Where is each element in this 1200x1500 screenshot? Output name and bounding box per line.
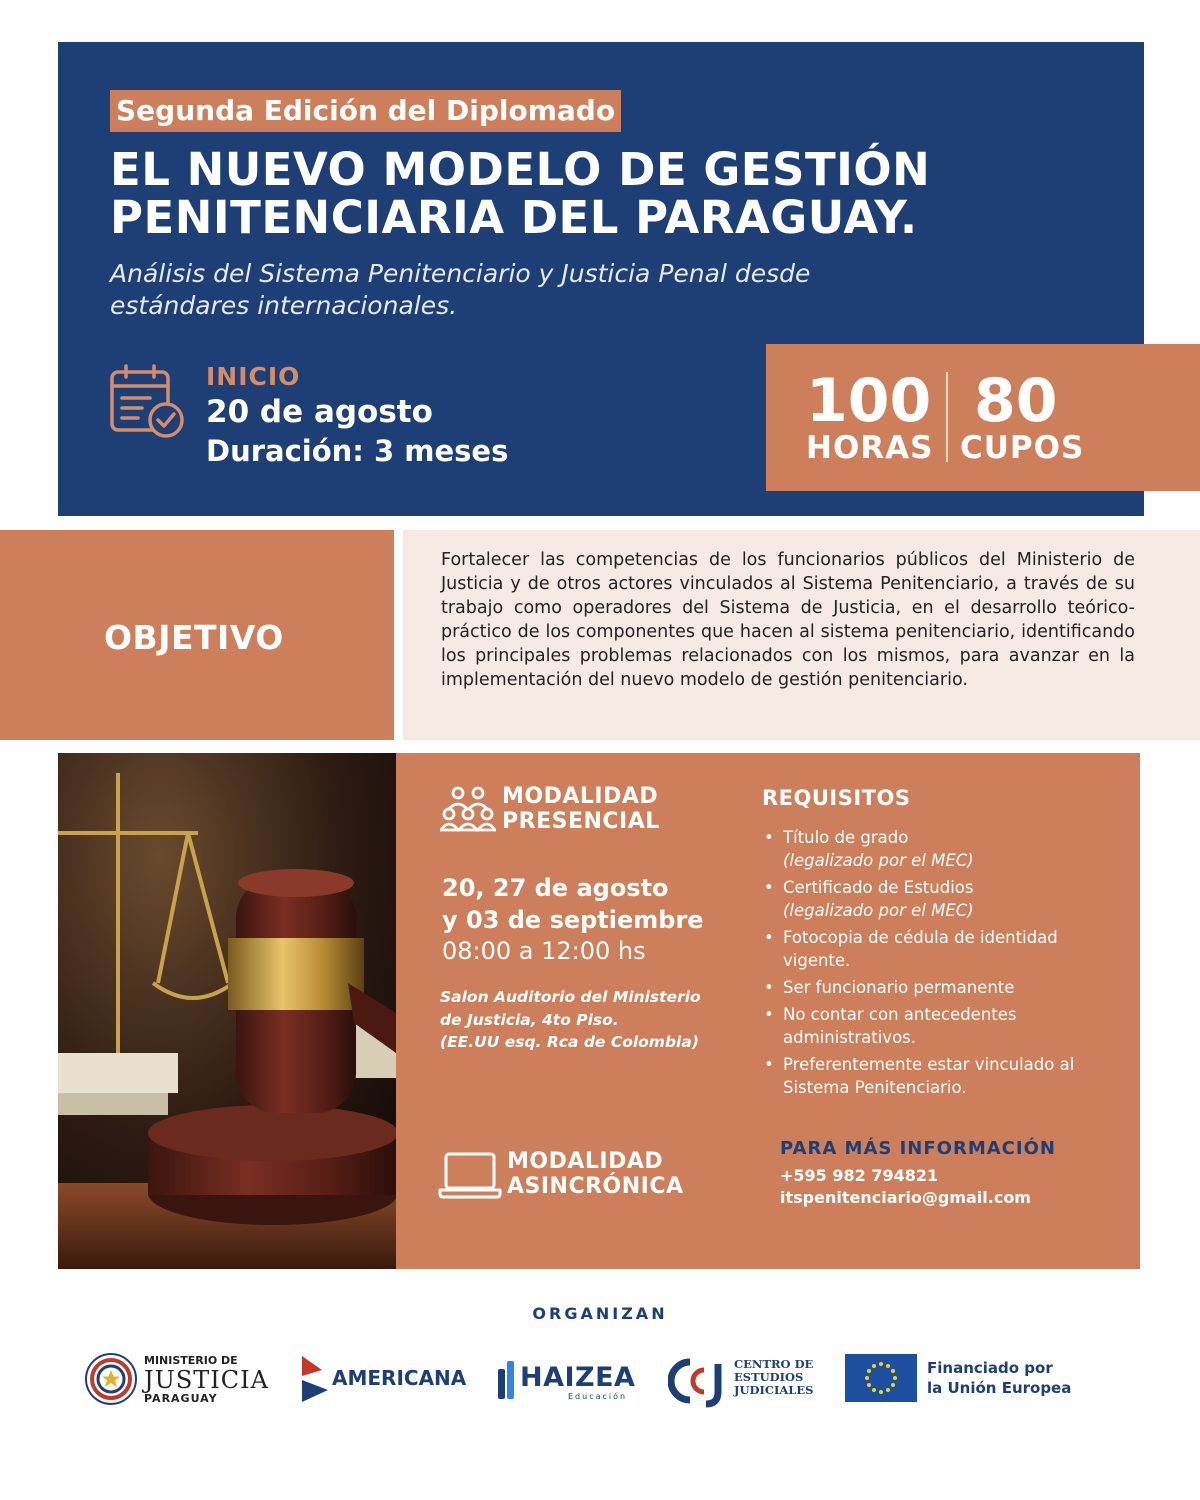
contact-email[interactable]: itspenitenciario@gmail.com: [780, 1188, 1031, 1207]
bullet-icon: •: [764, 1055, 774, 1074]
eu-flag-icon: [845, 1354, 917, 1402]
title-line-1: EL NUEVO MODELO DE GESTIÓN: [110, 143, 931, 196]
requirements-list: [762, 826, 1122, 1103]
bullet-icon: •: [764, 878, 774, 897]
logo-haizea-text: HAIZEA: [520, 1362, 636, 1393]
bullet-icon: •: [764, 828, 774, 847]
contact-title: PARA MÁS INFORMACIÓN: [780, 1138, 1056, 1159]
session-dates-line-2: y 03 de septiembre: [442, 906, 704, 934]
people-group-icon: [440, 786, 496, 832]
modality-presencial-line-2: PRESENCIAL: [502, 809, 660, 834]
logo-haizea-subtext: Educación: [568, 1392, 628, 1401]
requirement-item: [762, 1053, 1122, 1099]
requirement-item: [762, 1003, 1122, 1049]
logo-cej: [668, 1354, 818, 1408]
subtitle-line-2: estándares internacionales.: [110, 291, 458, 320]
requirement-text: Certificado de Estudios: [783, 878, 974, 897]
objective-heading: OBJETIVO: [104, 618, 284, 657]
americana-mark-icon: [300, 1354, 330, 1404]
requirement-item: [762, 826, 1122, 872]
session-hours: 08:00 a 12:00 hs: [442, 937, 646, 965]
requirement-text: No contar con antecedentes administrativos.: [783, 1005, 1017, 1047]
venue-line-1: Salon Auditorio del Ministerio: [440, 988, 701, 1006]
logo-ministerio-justicia: [84, 1352, 284, 1408]
bullet-icon: •: [764, 928, 774, 947]
stats-divider: [946, 372, 948, 462]
hours-value: 100: [806, 366, 932, 436]
spots-value: 80: [974, 366, 1058, 436]
requirement-text: Preferentemente estar vinculado al Sistema Penitenciario.: [783, 1055, 1075, 1097]
requirement-text: Ser funcionario permanente: [783, 978, 1015, 997]
laptop-icon: [438, 1150, 502, 1200]
logo-mj-line-1: MINISTERIO DE: [144, 1354, 238, 1367]
logo-cej-line-3: JUDICIALES: [734, 1383, 814, 1397]
requirement-item: [762, 926, 1122, 972]
logo-americana: [300, 1354, 470, 1404]
bullet-icon: •: [764, 978, 774, 997]
logo-americana-text: AMERICANA: [332, 1366, 467, 1390]
requirement-text: Fotocopia de cédula de identidad vigente.: [783, 928, 1058, 970]
requirement-note: (legalizado por el MEC): [783, 901, 974, 920]
bullet-icon: •: [764, 1005, 774, 1024]
logo-union-europea: [845, 1354, 1075, 1404]
logo-cej-line-1: CENTRO DE: [734, 1357, 814, 1371]
logo-mj-line-2: JUSTICIA: [144, 1366, 269, 1394]
hours-label: HORAS: [806, 430, 934, 466]
modality-presencial-line-1: MODALIDAD: [502, 784, 659, 809]
requirement-item: [762, 876, 1122, 922]
haizea-mark-icon: [498, 1361, 516, 1399]
modality-presencial-title: [502, 784, 660, 834]
modality-asincronica-line-1: MODALIDAD: [507, 1149, 664, 1174]
requirement-text: Título de grado: [783, 828, 909, 847]
start-label: INICIO: [206, 362, 301, 391]
edition-badge: Segunda Edición del Diplomado: [110, 90, 621, 132]
subtitle: [110, 258, 930, 322]
cej-mark-icon: [668, 1354, 728, 1408]
logo-eu-line-2: la Unión Europea: [927, 1379, 1072, 1397]
logo-haizea: [498, 1358, 638, 1404]
spots-label: CUPOS: [960, 430, 1085, 466]
session-dates-line-1: 20, 27 de agosto: [442, 874, 669, 902]
venue-address: [440, 986, 740, 1054]
subtitle-line-1: Análisis del Sistema Penitenciario y Justicia Penal desde: [110, 259, 811, 288]
venue-line-2: de Justicia, 4to Piso.: [440, 1010, 619, 1029]
logo-cej-text: [734, 1358, 813, 1397]
duration: Duración: 3 meses: [206, 434, 509, 468]
objective-text: Fortalecer las competencias de los funcionarios públicos del Ministerio de Justicia y de otros actores vinculados al Sistema Penitenciario, a través de su trabajo como operadores del Sistema de Justicia, en el desarrollo teórico-práctico de los componentes que hacen al sistema penitenciario, identificando los principales problemas relacionados con los mismos, para avanzar en la implementación del nuevo modelo de gestión penitenciario.: [441, 550, 1135, 690]
modality-asincronica-line-2: ASINCRÓNICA: [507, 1174, 684, 1199]
modality-asincronica-title: [507, 1149, 684, 1199]
venue-line-3: (EE.UU esq. Rca de Colombia): [440, 1033, 699, 1051]
requirements-title: REQUISITOS: [762, 786, 911, 810]
seal-icon: [84, 1352, 138, 1406]
start-date: 20 de agosto: [206, 394, 433, 430]
logo-eu-line-1: Financiado por: [927, 1359, 1053, 1377]
requirement-note: (legalizado por el MEC): [783, 851, 974, 870]
session-dates: [442, 872, 704, 936]
gavel-photo: [58, 753, 396, 1269]
organizers-label: ORGANIZAN: [532, 1304, 668, 1323]
title-line-2: PENITENCIARIA DEL PARAGUAY.: [110, 191, 918, 244]
logo-cej-line-2: ESTUDIOS: [734, 1370, 804, 1384]
logo-eu-text: [927, 1358, 1071, 1398]
page-title: [110, 143, 970, 244]
calendar-check-icon: [108, 362, 186, 442]
logo-mj-line-3: PARAGUAY: [144, 1392, 218, 1405]
contact-phone[interactable]: +595 982 794821: [780, 1166, 939, 1185]
requirement-item: [762, 976, 1122, 999]
